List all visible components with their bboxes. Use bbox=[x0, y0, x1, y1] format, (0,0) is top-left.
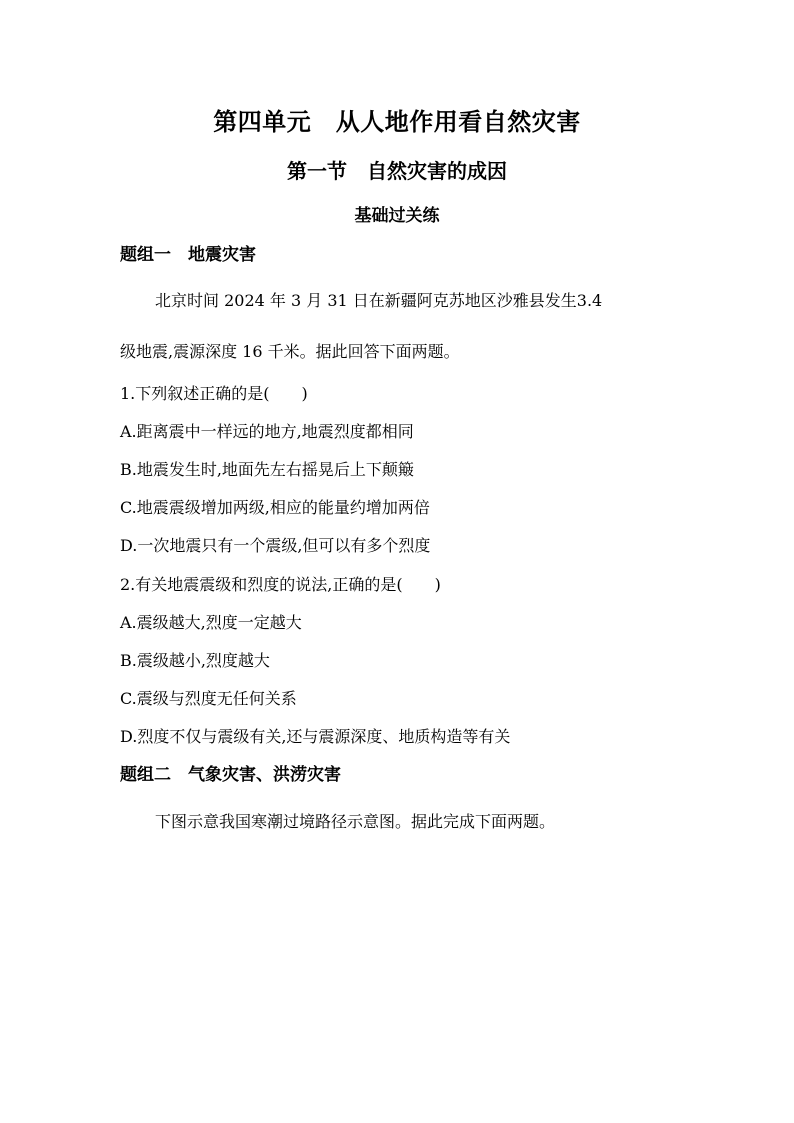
question1-option-a: A.距离震中一样远的地方,地震烈度都相同 bbox=[120, 422, 414, 441]
question2-option-d: D.烈度不仅与震级有关,还与震源深度、地质构造等有关 bbox=[120, 727, 511, 746]
question1-option-c: C.地震震级增加两级,相应的能量约增加两倍 bbox=[120, 498, 430, 517]
unit-title: 第四单元 从人地作用看自然灾害 bbox=[213, 107, 581, 136]
question2-stem: 2.有关地震震级和烈度的说法,正确的是( ) bbox=[120, 575, 441, 594]
question2-option-b: B.震级越小,烈度越大 bbox=[120, 651, 270, 670]
group1-intro-line2: 级地震,震源深度 16 千米。据此回答下面两题。 bbox=[120, 342, 460, 361]
group1-heading: 题组一 地震灾害 bbox=[120, 245, 256, 265]
group1-intro-line1: 北京时间 2024 年 3 月 31 日在新疆阿克苏地区沙雅县发生3.4 bbox=[155, 291, 603, 310]
practice-title: 基础过关练 bbox=[354, 206, 440, 226]
question2-option-c: C.震级与烈度无任何关系 bbox=[120, 689, 297, 708]
question1-stem: 1.下列叙述正确的是( ) bbox=[120, 384, 308, 403]
section-title: 第一节 自然灾害的成因 bbox=[287, 159, 507, 183]
group2-intro: 下图示意我国寒潮过境路径示意图。据此完成下面两题。 bbox=[155, 812, 556, 831]
group2-heading: 题组二 气象灾害、洪涝灾害 bbox=[120, 765, 341, 785]
question2-option-a: A.震级越大,烈度一定越大 bbox=[120, 613, 302, 632]
question1-option-b: B.地震发生时,地面先左右摇晃后上下颠簸 bbox=[120, 460, 414, 479]
question1-option-d: D.一次地震只有一个震级,但可以有多个烈度 bbox=[120, 536, 431, 555]
